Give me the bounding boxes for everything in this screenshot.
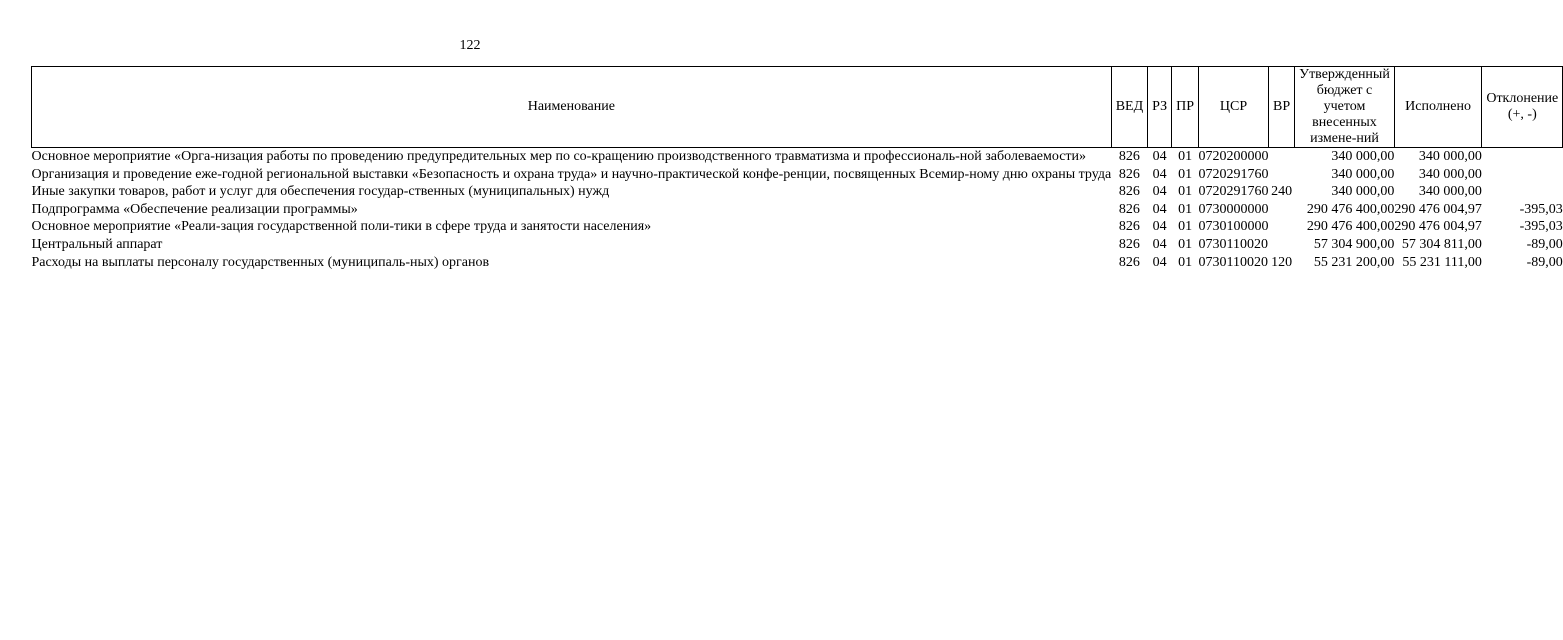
row-name: Организация и проведение еже-годной региональной выставки «Безопасность и охрана труда» и научно-практической конфе-ренции, посвященных Всемир-ному дню охраны труда [31, 166, 1112, 182]
table-row [32, 218, 1563, 236]
row-ved: 826 [1118, 201, 1140, 217]
row-vr [1269, 236, 1295, 254]
row-done: 290 476 004,97 [1394, 201, 1482, 217]
row-done: 340 000,00 [1418, 184, 1482, 200]
row-pr: 01 [1178, 236, 1193, 252]
row-name: Иные закупки товаров, работ и услуг для обеспечения государ-ственных (муниципальных) нужд [31, 184, 610, 200]
row-ved: 826 [1118, 254, 1140, 270]
row-pr: 01 [1178, 166, 1193, 182]
header-name: Наименование [32, 67, 1112, 148]
row-deviation [1482, 183, 1563, 201]
row-deviation: -89,00 [1526, 254, 1563, 270]
row-done: 55 231 111,00 [1402, 254, 1482, 270]
row-deviation [1482, 148, 1563, 166]
row-csr: 0720200000 [1198, 149, 1269, 164]
table-row [32, 183, 1563, 201]
table-header-row [32, 67, 1563, 148]
row-csr: 0720291760 [1198, 184, 1269, 200]
row-budget: 340 000,00 [1331, 184, 1395, 200]
row-name: Расходы на выплаты персоналу государственных (муниципаль-ных) органов [31, 254, 490, 270]
page-number: 122 [459, 38, 481, 53]
row-rz: 04 [1152, 236, 1167, 252]
row-done: 340 000,00 [1418, 166, 1482, 182]
row-budget: 340 000,00 [1331, 166, 1395, 182]
header-deviation: Отклонение (+, -) [1482, 67, 1563, 148]
row-pr: 01 [1178, 201, 1193, 217]
row-csr: 0730000000 [1198, 201, 1269, 217]
table-row [32, 148, 1563, 166]
row-ved: 826 [1118, 236, 1140, 252]
row-rz: 04 [1152, 184, 1167, 200]
row-deviation [1482, 166, 1563, 184]
row-csr: 0730100000 [1198, 219, 1269, 235]
row-pr: 01 [1178, 184, 1193, 200]
row-csr: 0730110020 [1198, 254, 1269, 270]
row-done: 290 476 004,97 [1394, 219, 1482, 235]
header-vr: ВР [1269, 67, 1295, 148]
table-row [32, 166, 1563, 184]
row-ved: 826 [1118, 184, 1140, 200]
row-name: Подпрограмма «Обеспечение реализации программы» [31, 201, 358, 217]
row-csr: 0730110020 [1198, 236, 1269, 252]
row-deviation: -89,00 [1526, 236, 1563, 252]
row-vr: 120 [1271, 254, 1293, 270]
row-ved: 826 [1118, 149, 1140, 164]
row-budget: 57 304 900,00 [1313, 236, 1395, 252]
row-vr [1269, 201, 1295, 219]
row-csr: 0720291760 [1198, 166, 1269, 182]
row-vr: 240 [1271, 184, 1293, 200]
header-csr: ЦСР [1199, 67, 1269, 148]
row-deviation: -395,03 [1519, 219, 1563, 235]
table-row [32, 201, 1563, 219]
row-deviation: -395,03 [1519, 201, 1563, 217]
row-vr [1269, 218, 1295, 236]
row-budget: 340 000,00 [1331, 149, 1395, 164]
row-pr: 01 [1178, 254, 1193, 270]
header-rz: РЗ [1148, 67, 1172, 148]
table-row [32, 236, 1563, 254]
header-pr: ПР [1172, 67, 1199, 148]
row-rz: 04 [1152, 201, 1167, 217]
budget-execution-table [31, 66, 1563, 271]
row-ved: 826 [1118, 219, 1140, 235]
row-rz: 04 [1152, 254, 1167, 270]
row-rz: 04 [1152, 166, 1167, 182]
row-name: Центральный аппарат [31, 236, 163, 252]
header-ved: ВЕД [1111, 67, 1147, 148]
row-done: 340 000,00 [1418, 149, 1482, 164]
table-row [32, 254, 1563, 272]
header-done: Исполнено [1394, 67, 1482, 148]
row-name: Основное мероприятие «Орга-низация работы по проведению предупредительных мер по со-кращению производственного травматизма и профессиональ-ной заболеваемости» [31, 149, 1087, 164]
row-name: Основное мероприятие «Реали-зация государственной поли-тики в сфере труда и занятости населения» [31, 219, 652, 235]
header-budget: Утвержденный бюджет с учетом внесенных измене-ний [1295, 67, 1395, 148]
row-vr [1269, 148, 1295, 166]
row-budget: 55 231 200,00 [1313, 254, 1395, 270]
row-rz: 04 [1152, 149, 1167, 164]
row-budget: 290 476 400,00 [1306, 219, 1395, 235]
row-budget: 290 476 400,00 [1306, 201, 1395, 217]
row-rz: 04 [1152, 219, 1167, 235]
row-pr: 01 [1178, 219, 1193, 235]
row-pr: 01 [1178, 149, 1193, 164]
row-done: 57 304 811,00 [1401, 236, 1482, 252]
row-vr [1269, 166, 1295, 184]
row-ved: 826 [1118, 166, 1140, 182]
